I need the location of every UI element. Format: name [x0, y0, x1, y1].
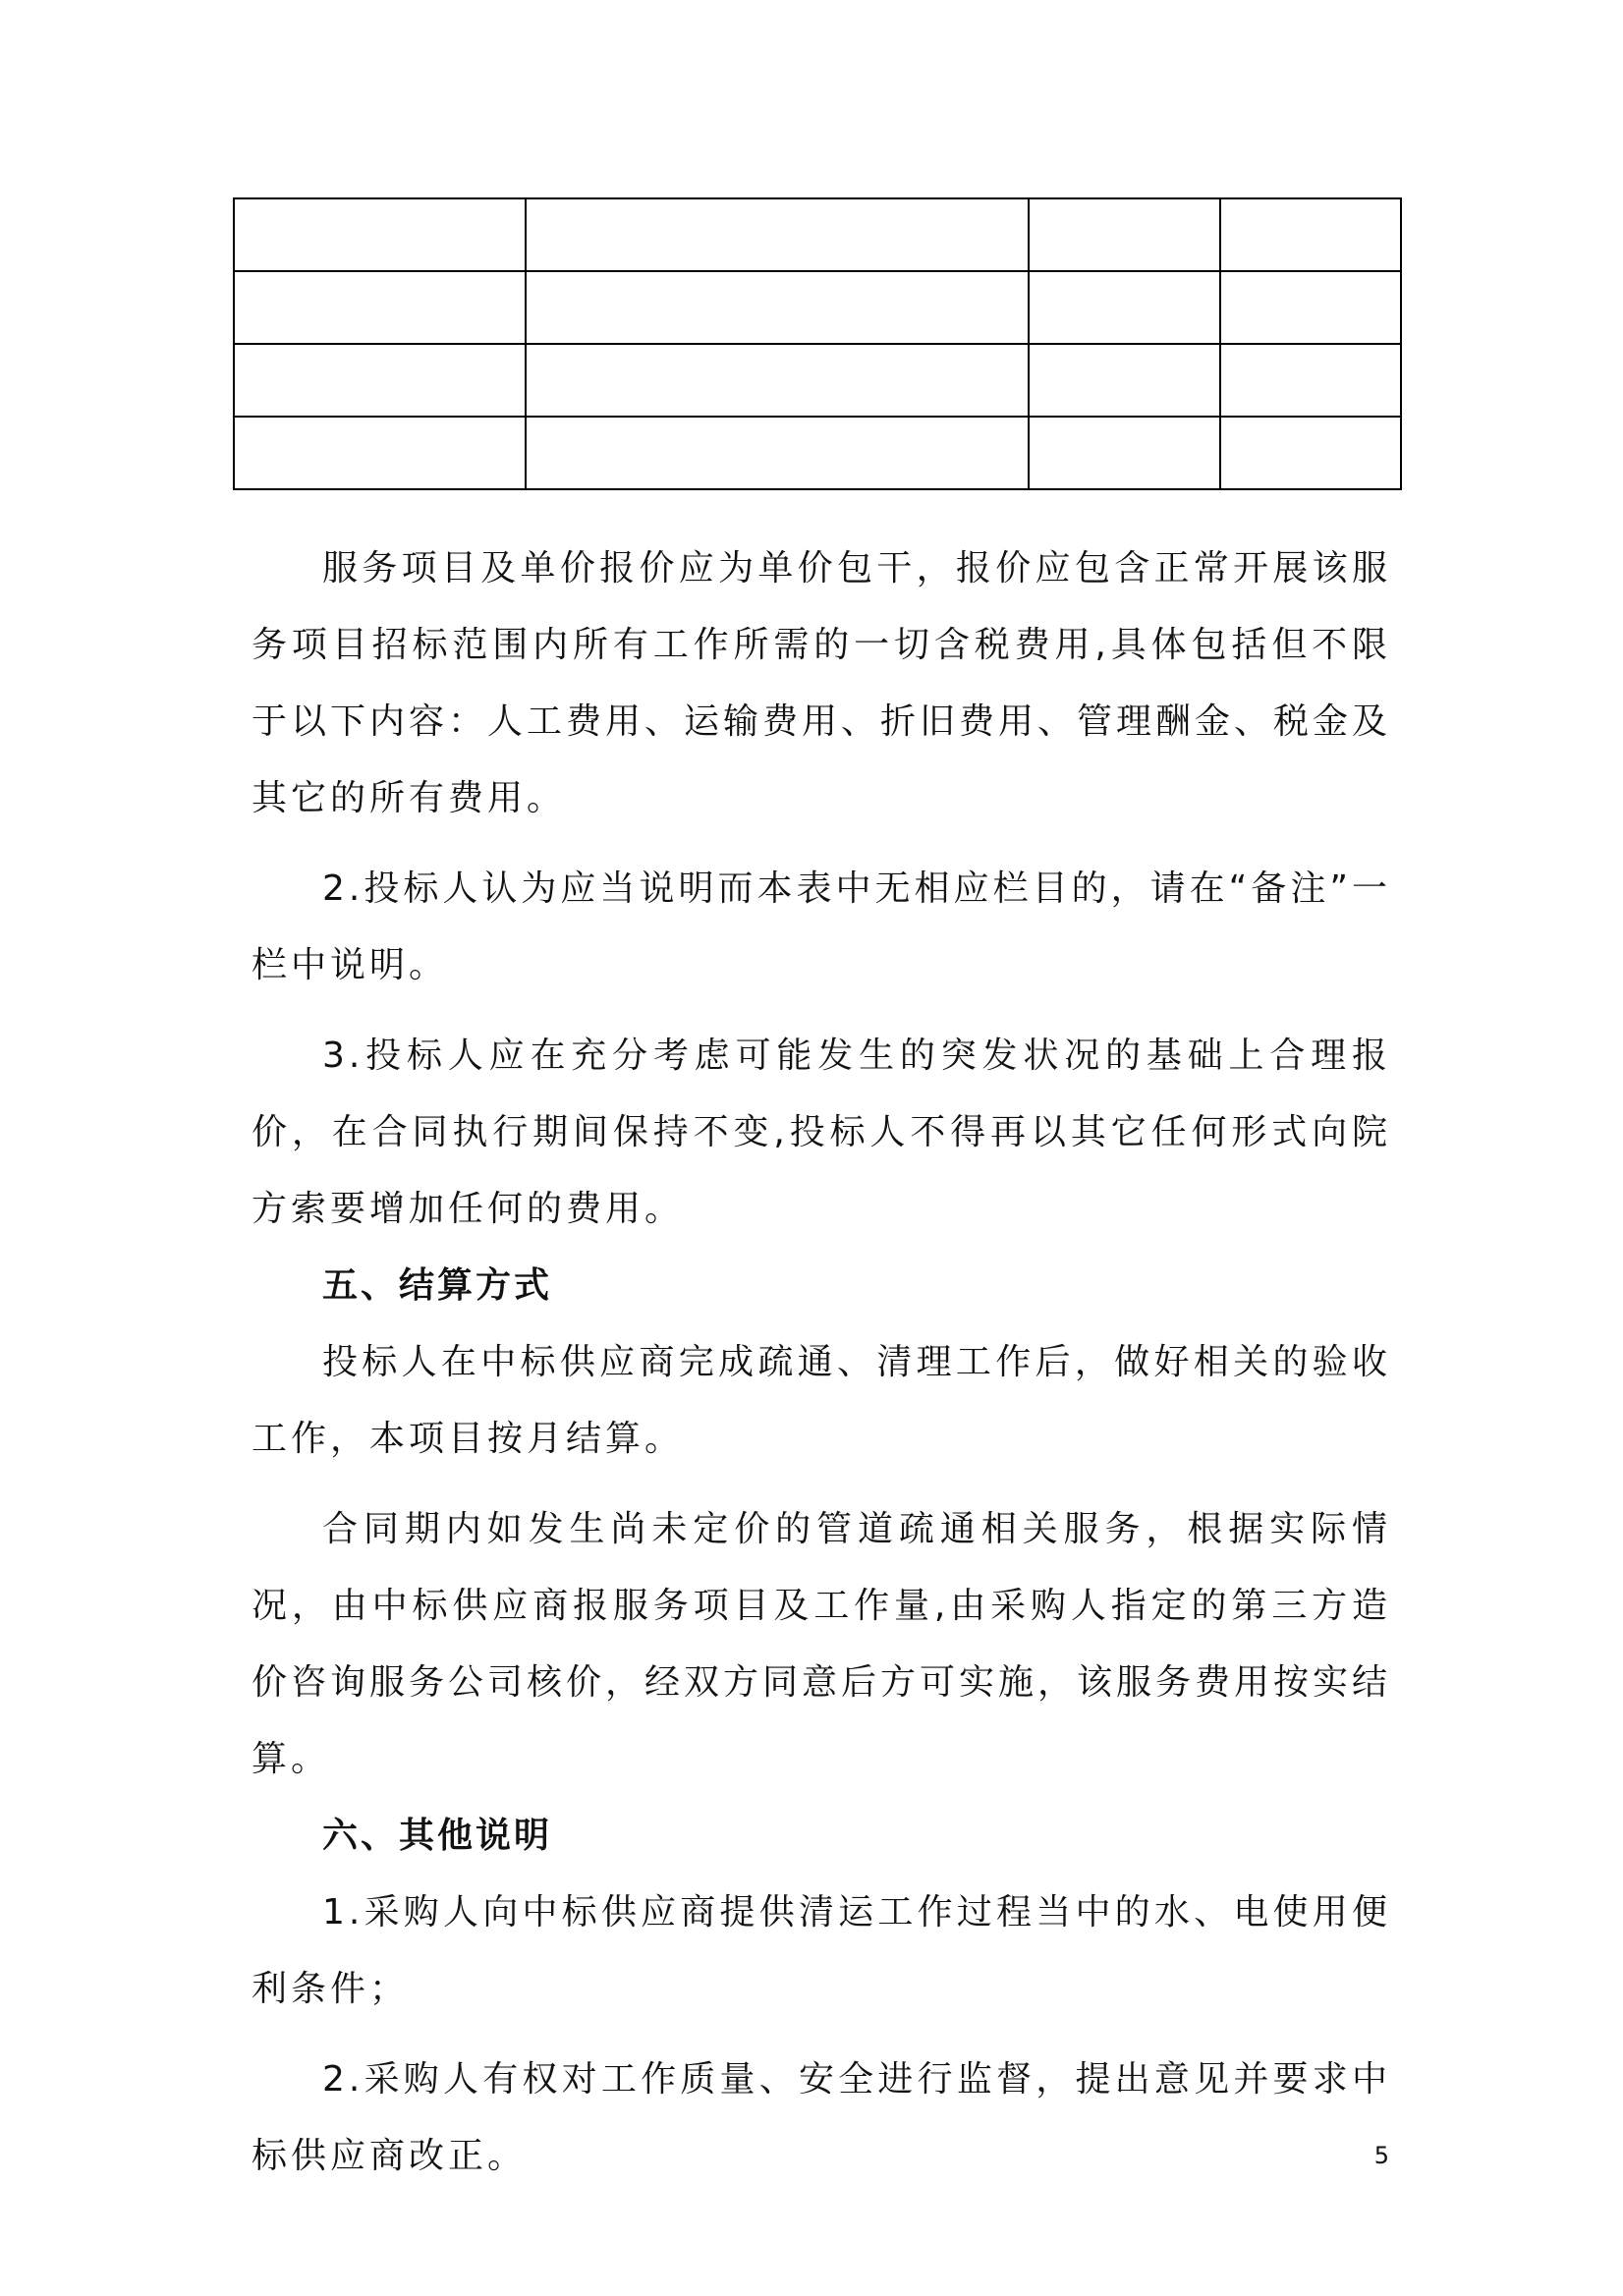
table-cell [1029, 271, 1220, 344]
table-cell [1029, 417, 1220, 489]
section-heading-other: 六、其他说明 [322, 1816, 553, 1856]
table-cell [234, 271, 526, 344]
note-paragraph-2: 2.投标人认为应当说明而本表中无相应栏目的，请在“备注”一栏中说明。 [252, 868, 1391, 985]
table-cell [526, 417, 1029, 489]
table-cell [526, 344, 1029, 417]
other-paragraph-2: 2.采购人有权对工作质量、安全进行监督，提出意见并要求中标供应商改正。 [252, 2059, 1391, 2176]
table-cell [1220, 271, 1401, 344]
settlement-paragraph-2: 合同期内如发生尚未定价的管道疏通相关服务，根据实际情况，由中标供应商报服务项目及工作量,由采购人指定的第三方造价咨询服务公司核价，经双方同意后方可实施，该服务费用按实结算。 [252, 1509, 1392, 1779]
table-row [234, 417, 1401, 489]
table-cell [1029, 344, 1220, 417]
table-cell [526, 271, 1029, 344]
section-heading-settlement: 五、结算方式 [322, 1265, 553, 1306]
other-paragraph-1: 1.采购人向中标供应商提供清运工作过程当中的水、电使用便利条件； [252, 1892, 1391, 2009]
table-row [234, 271, 1401, 344]
table-cell [1220, 417, 1401, 489]
table-cell [1220, 344, 1401, 417]
table-cell [1029, 198, 1220, 271]
settlement-paragraph-1: 投标人在中标供应商完成疏通、清理工作后，做好相关的验收工作，本项目按月结算。 [252, 1342, 1391, 1459]
table-cell [234, 417, 526, 489]
table-cell [234, 344, 526, 417]
table-cell [526, 198, 1029, 271]
page-number: 5 [1373, 2142, 1389, 2169]
document-body [252, 531, 1391, 2195]
table-row [234, 344, 1401, 417]
pricing-paragraph: 服务项目及单价报价应为单价包干，报价应包含正常开展该服务项目招标范围内所有工作所需的一切含税费用,具体包括但不限于以下内容：人工费用、运输费用、折旧费用、管理酬金、税金及其它的所有费用。 [252, 548, 1392, 818]
note-paragraph-3: 3.投标人应在充分考虑可能发生的突发状况的基础上合理报价，在合同执行期间保持不变,投标人不得再以其它任何形式向院方索要增加任何的费用。 [252, 1036, 1391, 1229]
table-cell [1220, 198, 1401, 271]
table-row [234, 198, 1401, 271]
empty-table [233, 197, 1402, 490]
table-cell [234, 198, 526, 271]
